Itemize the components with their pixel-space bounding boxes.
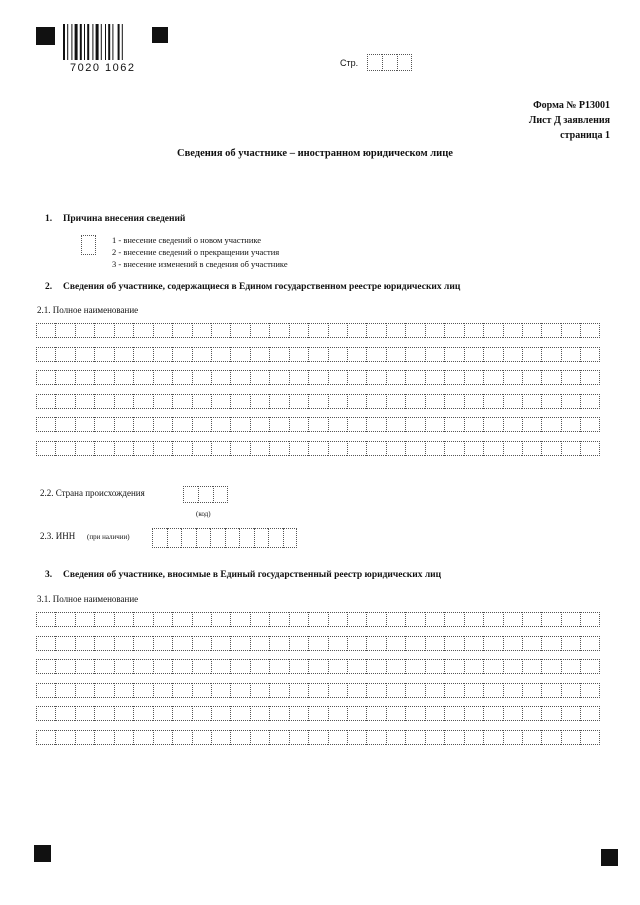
name-cell-row[interactable] (36, 441, 600, 456)
form-number: Форма № Р13001 (533, 100, 610, 111)
sheet-page: страница 1 (560, 130, 610, 141)
country-code-cells[interactable] (183, 486, 228, 503)
section1-number: 1. (45, 214, 53, 224)
reason-code-cell[interactable] (81, 235, 96, 255)
reason-option-1: 1 - внесение сведений о новом участнике (112, 235, 262, 245)
corner-marker-top-left (36, 27, 55, 45)
name-cell-row[interactable] (36, 659, 600, 674)
inn-cells[interactable] (152, 528, 297, 548)
name-cell-row[interactable] (36, 347, 600, 362)
page-label: Стр. (340, 58, 359, 68)
name-cell-row[interactable] (36, 394, 600, 409)
inn-note: (при наличии) (87, 533, 130, 541)
section2-heading: Сведения об участнике, содержащиеся в Едином государственном реестре юридических лиц (63, 282, 461, 292)
barcode (62, 24, 140, 60)
section2-number: 2. (45, 282, 53, 292)
section3-number: 3. (45, 570, 53, 580)
name-cell-row[interactable] (36, 323, 600, 338)
name-cell-row[interactable] (36, 683, 600, 698)
name-cell-row[interactable] (36, 636, 600, 651)
name-cell-row[interactable] (36, 612, 600, 627)
name-cell-row[interactable] (36, 417, 600, 432)
section2-full-name-label: 2.1. Полное наименование (37, 305, 139, 315)
country-label: 2.2. Страна происхождения (40, 488, 145, 498)
name-cell-row[interactable] (36, 730, 600, 745)
section3-full-name-label: 3.1. Полное наименование (37, 594, 139, 604)
reason-option-2: 2 - внесение сведений о прекращении участия (112, 247, 280, 257)
corner-marker-bottom-left (34, 845, 51, 862)
section1-heading: Причина внесения сведений (63, 214, 186, 224)
inn-label: 2.3. ИНН (40, 531, 76, 541)
name-cell-row[interactable] (36, 370, 600, 385)
name-cell-row[interactable] (36, 706, 600, 721)
corner-marker-top-right (152, 27, 168, 43)
section3-heading: Сведения об участнике, вносимые в Единый государственный реестр юридических лиц (63, 570, 442, 580)
barcode-number: 7020 1062 (70, 62, 136, 74)
reason-option-3: 3 - внесение изменений в сведения об участнике (112, 259, 288, 269)
sheet-label: Лист Д заявления (528, 115, 610, 126)
page-title: Сведения об участнике – иностранном юридическом лице (177, 148, 453, 159)
country-code-caption: (код) (196, 510, 211, 518)
page-number-cells[interactable] (367, 54, 412, 71)
corner-marker-bottom-right (601, 849, 618, 866)
